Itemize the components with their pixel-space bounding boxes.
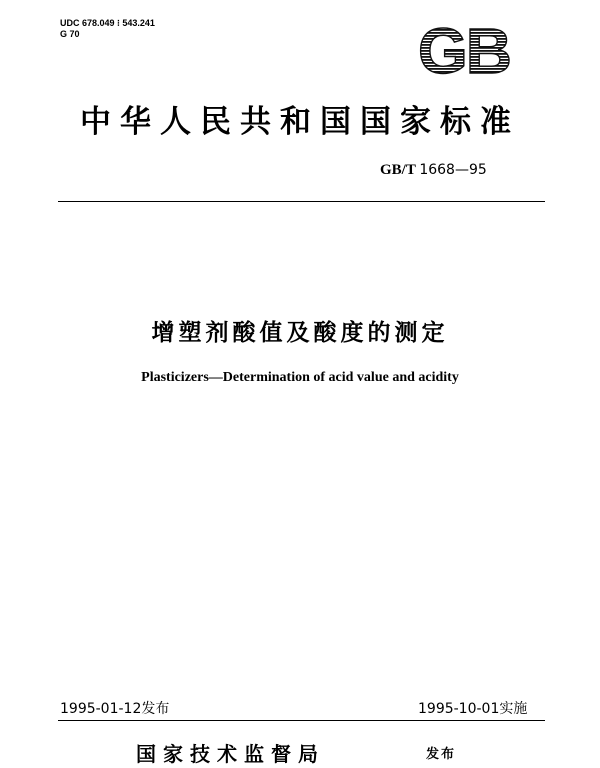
title-english: Plasticizers—Determination of acid value and acidity — [141, 370, 459, 385]
standard-prefix: GB/T — [380, 162, 416, 178]
issue-date: 1995-01-12发布 — [60, 701, 170, 717]
national-standard-heading: 中华人民共和国国家标准 — [80, 104, 520, 140]
udc-code: UDC 678.049 ⁝ 543.241 — [60, 18, 155, 28]
classification-codes — [60, 18, 155, 40]
title-chinese: 增塑剂酸值及酸度的测定 — [151, 320, 449, 346]
implementation-date: 1995-10-01实施 — [418, 701, 528, 717]
top-divider — [58, 201, 545, 202]
gb-logo-text: GB — [418, 20, 510, 78]
gb-logo — [402, 20, 526, 78]
issuing-authority: 国家技术监督局 — [136, 742, 325, 766]
bottom-divider — [58, 720, 545, 721]
standard-number — [380, 162, 487, 179]
standard-code: 1668—95 — [419, 162, 487, 178]
category-code: G 70 — [60, 29, 80, 39]
publish-label: 发布 — [426, 747, 457, 762]
